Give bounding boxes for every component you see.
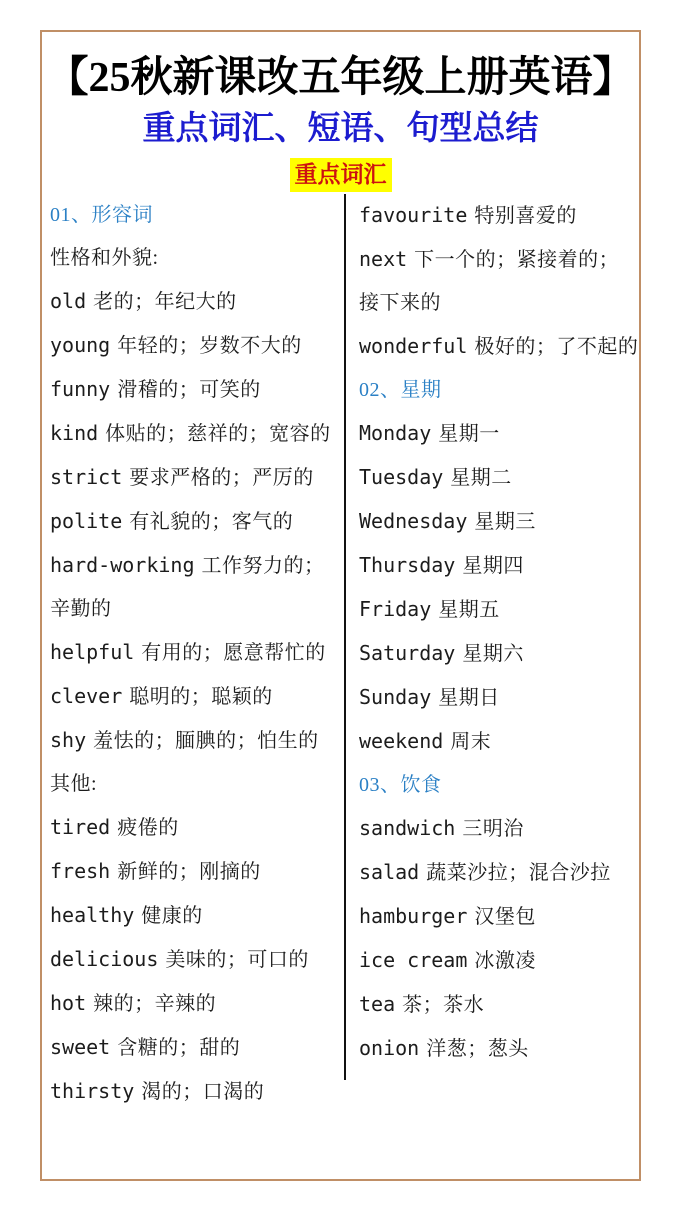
english-word: salad	[359, 859, 420, 884]
vocab-entry	[50, 938, 344, 982]
left-column	[50, 194, 344, 1114]
chinese-meaning: 洋葱；葱头	[426, 1037, 529, 1060]
chinese-meaning: 星期三	[474, 510, 536, 533]
chinese-meaning: 含糖的；甜的	[117, 1036, 241, 1059]
english-word: Wednesday	[359, 508, 468, 533]
vocab-entry	[359, 851, 639, 895]
badge-row	[42, 158, 639, 192]
english-word: Sunday	[359, 684, 432, 709]
section-badge: 重点词汇	[290, 158, 392, 192]
vocab-entry	[50, 982, 344, 1026]
section-heading: 03、饮食	[359, 773, 442, 796]
chinese-meaning: 蔬菜沙拉；混合沙拉	[426, 861, 611, 884]
english-word: Monday	[359, 420, 432, 445]
two-column-layout	[42, 194, 639, 1114]
vocab-entry	[50, 412, 344, 456]
vocab-entry	[50, 1026, 344, 1070]
english-word: kind	[50, 420, 99, 445]
chinese-meaning: 特别喜爱的	[474, 204, 577, 227]
english-word: ice cream	[359, 947, 468, 972]
chinese-meaning: 冰激凌	[474, 949, 536, 972]
chinese-meaning: 渴的；口渴的	[141, 1080, 265, 1103]
vocab-entry	[50, 806, 344, 850]
english-word: favourite	[359, 202, 468, 227]
english-word: delicious	[50, 946, 159, 971]
chinese-meaning: 老的；年纪大的	[93, 290, 237, 313]
vocab-entry	[50, 1070, 344, 1114]
vocab-entry	[50, 719, 344, 763]
english-word: onion	[359, 1035, 420, 1060]
english-word: hot	[50, 990, 87, 1015]
vocab-entry	[50, 631, 344, 675]
english-word: wonderful	[359, 333, 468, 358]
vocab-entry	[359, 895, 639, 939]
chinese-meaning: 羞怯的；腼腆的；怕生的	[93, 729, 319, 752]
vocab-entry	[359, 807, 639, 851]
english-word: fresh	[50, 858, 111, 883]
vocab-entry	[359, 939, 639, 983]
vocab-entry	[50, 368, 344, 412]
english-word: strict	[50, 464, 123, 489]
vocab-entry	[50, 675, 344, 719]
chinese-meaning: 新鲜的；刚摘的	[117, 860, 261, 883]
chinese-meaning: 极好的；了不起的	[474, 335, 639, 358]
english-word: sweet	[50, 1034, 111, 1059]
chinese-meaning: 星期二	[450, 466, 512, 489]
section-heading: 01、形容词	[50, 203, 153, 226]
english-word: weekend	[359, 728, 444, 753]
page-subtitle: 重点词汇、短语、句型总结	[142, 110, 539, 147]
chinese-meaning: 汉堡包	[474, 905, 536, 928]
chinese-meaning: 滑稽的；可笑的	[117, 378, 261, 401]
chinese-meaning: 有用的；愿意帮忙的	[141, 641, 326, 664]
chinese-meaning: 工作努力的；辛勤的	[50, 554, 325, 620]
english-word: shy	[50, 727, 87, 752]
vocab-entry	[359, 325, 639, 369]
english-word: hard-working	[50, 552, 195, 577]
chinese-meaning: 星期五	[438, 598, 500, 621]
english-word: sandwich	[359, 815, 456, 840]
english-word: Tuesday	[359, 464, 444, 489]
english-word: tired	[50, 814, 111, 839]
chinese-meaning: 疲倦的	[117, 816, 179, 839]
vocab-entry	[359, 676, 639, 720]
chinese-meaning: 星期一	[438, 422, 500, 445]
right-column	[346, 194, 639, 1071]
vocab-entry	[359, 1027, 639, 1071]
chinese-meaning: 体贴的；慈祥的；宽容的	[105, 422, 331, 445]
chinese-meaning: 健康的	[141, 904, 203, 927]
vocab-entry	[359, 983, 639, 1027]
chinese-meaning: 周末	[450, 730, 492, 753]
english-word: polite	[50, 508, 123, 533]
vocab-entry	[359, 500, 639, 544]
english-word: Thursday	[359, 552, 456, 577]
vocab-entry	[50, 544, 344, 631]
chinese-meaning: 下一个的；紧接着的；接下来的	[359, 248, 620, 314]
vocab-entry	[50, 324, 344, 368]
vocab-entry	[359, 238, 639, 325]
english-word: funny	[50, 376, 111, 401]
vocab-entry	[359, 412, 639, 456]
chinese-meaning: 有礼貌的；客气的	[129, 510, 294, 533]
english-word: young	[50, 332, 111, 357]
english-word: hamburger	[359, 903, 468, 928]
vocab-entry	[50, 280, 344, 324]
english-word: clever	[50, 683, 123, 708]
chinese-meaning: 年轻的；岁数不大的	[117, 334, 302, 357]
english-word: helpful	[50, 639, 135, 664]
chinese-meaning: 三明治	[462, 817, 524, 840]
vocab-entry	[359, 632, 639, 676]
english-word: tea	[359, 991, 396, 1016]
vocab-entry	[359, 456, 639, 500]
vocab-entry	[359, 544, 639, 588]
chinese-meaning: 星期四	[462, 554, 524, 577]
vocab-entry	[50, 894, 344, 938]
vocab-entry	[359, 194, 639, 238]
chinese-meaning: 辣的；辛辣的	[93, 992, 217, 1015]
chinese-meaning: 要求严格的；严厉的	[129, 466, 314, 489]
chinese-meaning: 星期日	[438, 686, 500, 709]
page-border-frame	[40, 30, 641, 1181]
sub-label: 性格和外貌:	[50, 246, 159, 269]
english-word: next	[359, 246, 408, 271]
vocab-entry	[50, 850, 344, 894]
chinese-meaning: 美味的；可口的	[165, 948, 309, 971]
chinese-meaning: 茶；茶水	[402, 993, 485, 1016]
english-word: Saturday	[359, 640, 456, 665]
vocab-entry	[359, 720, 639, 764]
sub-label: 其他:	[50, 772, 98, 795]
vocab-entry	[50, 500, 344, 544]
english-word: healthy	[50, 902, 135, 927]
page-title: 【25秋新课改五年级上册英语】	[46, 55, 635, 101]
chinese-meaning: 聪明的；聪颖的	[129, 685, 273, 708]
vocab-entry	[50, 456, 344, 500]
english-word: thirsty	[50, 1078, 135, 1103]
chinese-meaning: 星期六	[462, 642, 524, 665]
english-word: Friday	[359, 596, 432, 621]
section-heading: 02、星期	[359, 378, 442, 401]
vocab-entry	[359, 588, 639, 632]
english-word: old	[50, 288, 87, 313]
